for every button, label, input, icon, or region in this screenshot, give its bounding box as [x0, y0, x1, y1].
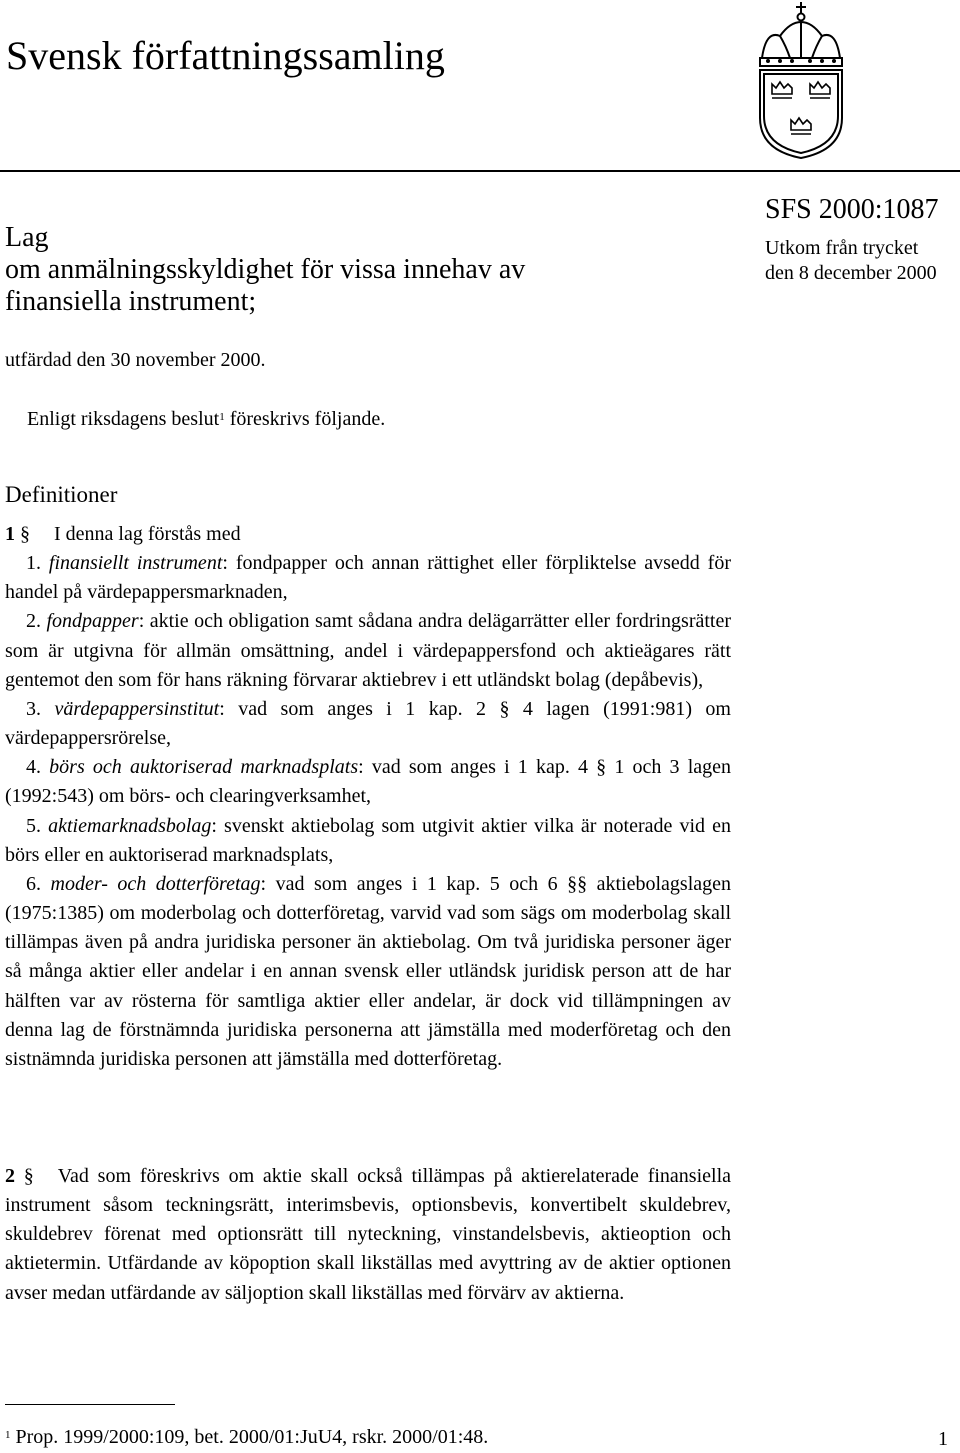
section-2 [5, 1162, 731, 1308]
definition-text: : fondpapper och annan rättighet eller förpliktelse avsedd för handel på värdepappersmarknaden, [5, 552, 731, 604]
issued-date: utfärdad den 30 november 2000. [5, 349, 266, 371]
section-2-text [5, 1162, 731, 1308]
definition-item [5, 607, 731, 694]
section-2-body: Vad som föreskrivs om aktie skall också tillämpas på aktierelaterade finansiella instrument såsom teckningsrätt, interimsbevis, optionsbevis, konvertibelt skuldebrev, skuldebrev förenat med optionsrätt till nyteckning, vinstandelsbevis, aktieoption och aktietermin. Utfärdande av köpoption skall likställas med avyttring av de aktier optionen avser medan utfärdande av säljoption skall likställas med förvärv av aktierna. [5, 1165, 732, 1304]
section-1-intro [5, 520, 731, 549]
definition-text: : vad som anges i 1 kap. 5 och 6 §§ aktiebolagslagen (1975:1385) om moderbolag och dotterföretag, varvid vad som sägs om moderbolag skall tillämpas även på andra juridiska personer än aktiebolag. Om två juridiska personer äger så många aktier eller andelar i en annan svensk eller utländsk juridisk person att de har hälften var av rösterna för samtliga aktier eller andelar, är dock vid tillämpningen av denna lag de förstnämnda juridiska personerna att jämställa med moderföretag och den sistnämnda juridiska personen att jämställa med dotterföretag. [5, 872, 732, 1070]
definition-item [5, 753, 731, 811]
section-heading: Definitioner [5, 482, 118, 507]
definition-text: : vad som anges i 1 kap. 2 § 4 lagen (1991:981) om värdepappersrörelse, [5, 697, 731, 750]
footnote-reference[interactable]: 1 [219, 411, 225, 423]
definition-text: : aktie och obligation samt sådana andra delägarrätter eller fordringsrätter som är utgivna för allmän omsättning, andel i värdepappersfond och aktieägares rätt gentemot den som för hans räkning förvarar aktiebrev i ett utländskt bolag (depåbevis), [5, 610, 732, 691]
definition-item [5, 695, 731, 753]
section-number: 2 [5, 1165, 15, 1187]
item-number: 5. [26, 814, 41, 837]
definition-item [5, 812, 731, 870]
defined-term: aktiemarknadsbolag [48, 814, 212, 837]
defined-term: värdepappersinstitut [54, 697, 220, 720]
item-number: 6. [26, 872, 41, 895]
footnote [5, 1423, 488, 1451]
footnote-text: Prop. 1999/2000:109, bet. 2000/01:JuU4, rskr. 2000/01:48. [10, 1426, 489, 1448]
published-line-1: Utkom från trycket [765, 237, 919, 259]
section-1-intro-text: I denna lag förstås med [54, 523, 241, 545]
section-number: 1 [5, 523, 15, 545]
law-title [5, 222, 525, 318]
definition-text: : svenskt aktiebolag som utgivit aktier vilka är noterade vid en börs eller en auktoriserad marknadsplats, [5, 814, 732, 866]
law-title-line-2: om anmälningsskyldighet för vissa innehav av [5, 254, 526, 285]
law-title-line-1: Lag [5, 222, 49, 253]
sfs-number: SFS 2000:1087 [765, 194, 939, 225]
section-1 [5, 520, 731, 1074]
defined-term: fondpapper [46, 610, 139, 633]
collection-title: Svensk författningssamling [6, 33, 445, 78]
decision-text-end: föreskrivs följande. [224, 408, 386, 430]
published-line-2: den 8 december 2000 [765, 262, 937, 284]
publication-info [765, 236, 937, 286]
section-symbol: § [20, 523, 30, 545]
header-rule [0, 170, 960, 172]
decision-text: Enligt riksdagens beslut [27, 408, 220, 430]
definition-item [5, 870, 731, 1074]
defined-term: finansiellt instrument [48, 552, 223, 575]
defined-term: moder- och dotterföretag [50, 872, 261, 895]
decision-sentence [27, 405, 385, 433]
item-number: 2. [26, 610, 41, 633]
item-number: 1. [26, 552, 41, 575]
swedish-coat-of-arms-logo [750, 0, 860, 160]
footnote-marker: 1 [5, 1429, 11, 1441]
footnote-rule [5, 1404, 175, 1405]
definition-text: : vad som anges i 1 kap. 4 § 1 och 3 lagen (1992:543) om börs- och clearingverksamhet, [5, 756, 731, 808]
definition-item [5, 549, 731, 607]
page-number: 1 [938, 1428, 948, 1450]
item-number: 3. [26, 697, 41, 720]
item-number: 4. [26, 756, 41, 779]
law-title-line-3: finansiella instrument; [5, 286, 257, 317]
section-symbol: § [23, 1165, 34, 1187]
defined-term: börs och auktoriserad marknadsplats [49, 756, 359, 779]
